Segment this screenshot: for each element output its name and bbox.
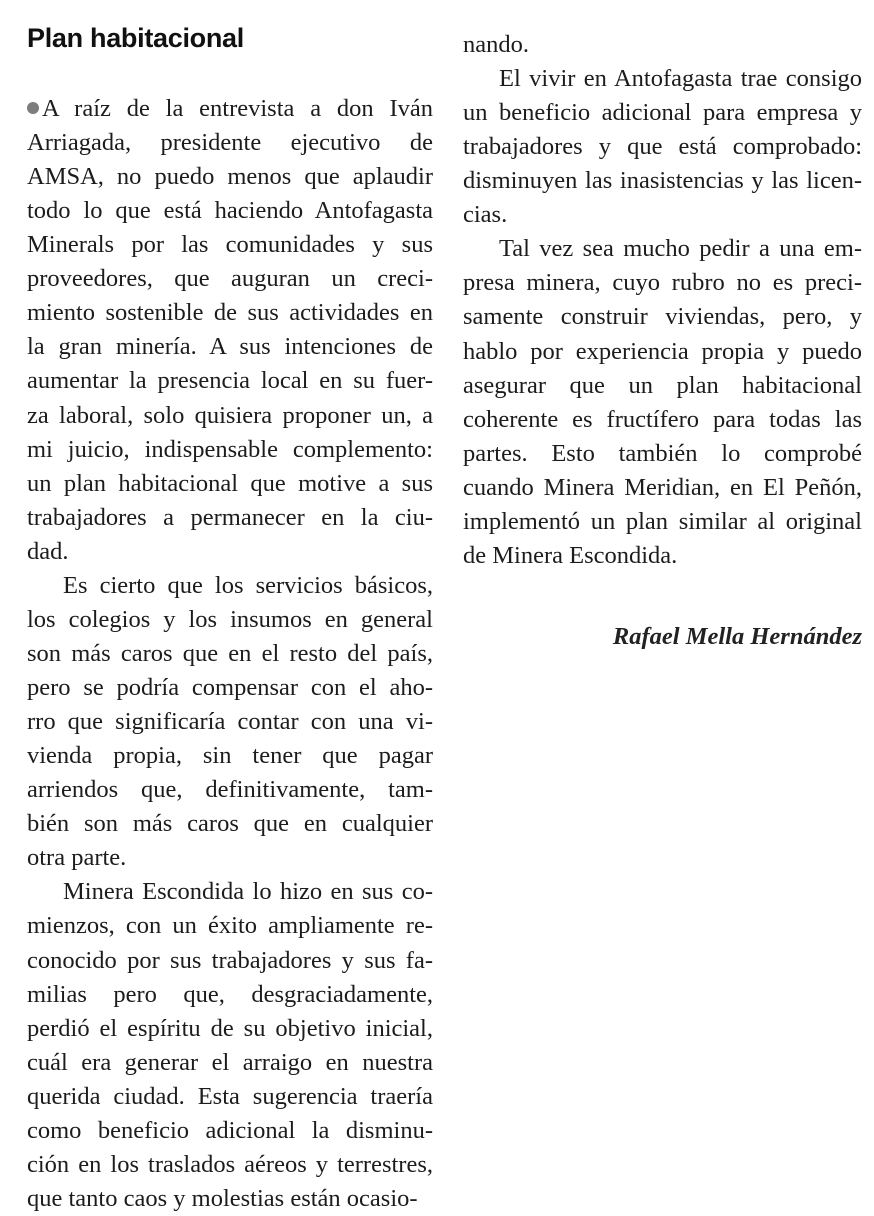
text-line: za laboral, solo quisiera proponer un, a — [27, 401, 433, 429]
text-line: Minerals por las comunidades y sus — [27, 231, 433, 259]
text-line: otra parte. — [27, 844, 127, 872]
text-line: ción en los traslados aéreos y terrestres, — [27, 1150, 433, 1178]
text-line: coherente es fructífero para todas las — [463, 405, 862, 433]
text-line: querida ciudad. Esta sugerencia traería — [27, 1082, 433, 1110]
text-line: El vivir en Antofagasta trae consigo — [499, 65, 862, 93]
text-line: dad. — [27, 537, 69, 565]
text-line: milias pero que, desgraciadamente, — [27, 980, 433, 1008]
author-signature: Rafael Mella Hernández — [612, 623, 862, 650]
text-line: arriendos que, definitivamente, tam- — [27, 776, 433, 804]
text-line: Es cierto que los servicios básicos, — [63, 571, 433, 599]
text-line: como beneficio adicional la disminu- — [27, 1116, 433, 1144]
text-line: nando. — [463, 31, 529, 58]
text-line: cias. — [463, 201, 508, 229]
text-line-content: A raíz de la entrevista a don Iván — [42, 95, 433, 122]
text-line: Tal vez sea mucho pedir a una em- — [499, 235, 862, 263]
text-line: vienda propia, sin tener que pagar — [27, 742, 433, 770]
text-line: pero se podría compensar con el aho- — [27, 674, 433, 702]
text-line: que tanto caos y molestias están ocasio- — [27, 1184, 418, 1212]
text-line: un plan habitacional que motive a sus — [27, 469, 433, 497]
text-line: perdió el espíritu de su objetivo inicial, — [27, 1014, 433, 1042]
text-line: mienzos, con un éxito ampliamente re- — [27, 912, 433, 940]
text-line: miento sostenible de sus actividades en — [27, 299, 433, 327]
text-line: de Minera Escondida. — [463, 541, 678, 569]
text-line: trabajadores y que está comprobado: — [463, 133, 862, 161]
text-line — [27, 92, 433, 126]
text-line: aumentar la presencia local en su fuer- — [27, 367, 433, 395]
text-line: Arriagada, presidente ejecutivo de — [27, 129, 433, 157]
article-headline: Plan habitacional — [27, 23, 244, 53]
text-line: un beneficio adicional para empresa y — [463, 99, 862, 127]
text-line: proveedores, que auguran un creci- — [27, 265, 433, 293]
text-line: los colegios y los insumos en general — [27, 605, 433, 633]
text-line: mi juicio, indispensable complemento: — [27, 435, 433, 463]
text-line: Minera Escondida lo hizo en sus co- — [63, 878, 433, 906]
text-line: bién son más caros que en cualquier — [27, 810, 433, 838]
text-line: la gran minería. A sus intenciones de — [27, 333, 433, 361]
text-line: asegurar que un plan habitacional — [463, 371, 862, 399]
text-line: son más caros que en el resto del país, — [27, 639, 433, 667]
text-line: AMSA, no puedo menos que aplaudir — [27, 163, 433, 191]
text-line: cuál era generar el arraigo en nuestra — [27, 1048, 433, 1076]
text-line: hablo por experiencia propia y puedo — [463, 337, 862, 365]
text-line: samente construir viviendas, pero, y — [463, 303, 862, 331]
text-line: presa minera, cuyo rubro no es preci- — [463, 269, 862, 297]
text-line: trabajadores a permanecer en la ciu- — [27, 503, 433, 531]
text-line: disminuyen las inasistencias y las licen- — [463, 167, 862, 195]
bullet-icon — [27, 102, 39, 114]
text-line: todo lo que está haciendo Antofagasta — [27, 197, 433, 225]
text-line: rro que significaría contar con una vi- — [27, 708, 433, 736]
text-line: cuando Minera Meridian, en El Peñón, — [463, 473, 862, 501]
text-line: partes. Esto también lo comprobé — [463, 439, 862, 467]
text-line: implementó un plan similar al original — [463, 507, 862, 535]
text-line: conocido por sus trabajadores y sus fa- — [27, 946, 433, 974]
